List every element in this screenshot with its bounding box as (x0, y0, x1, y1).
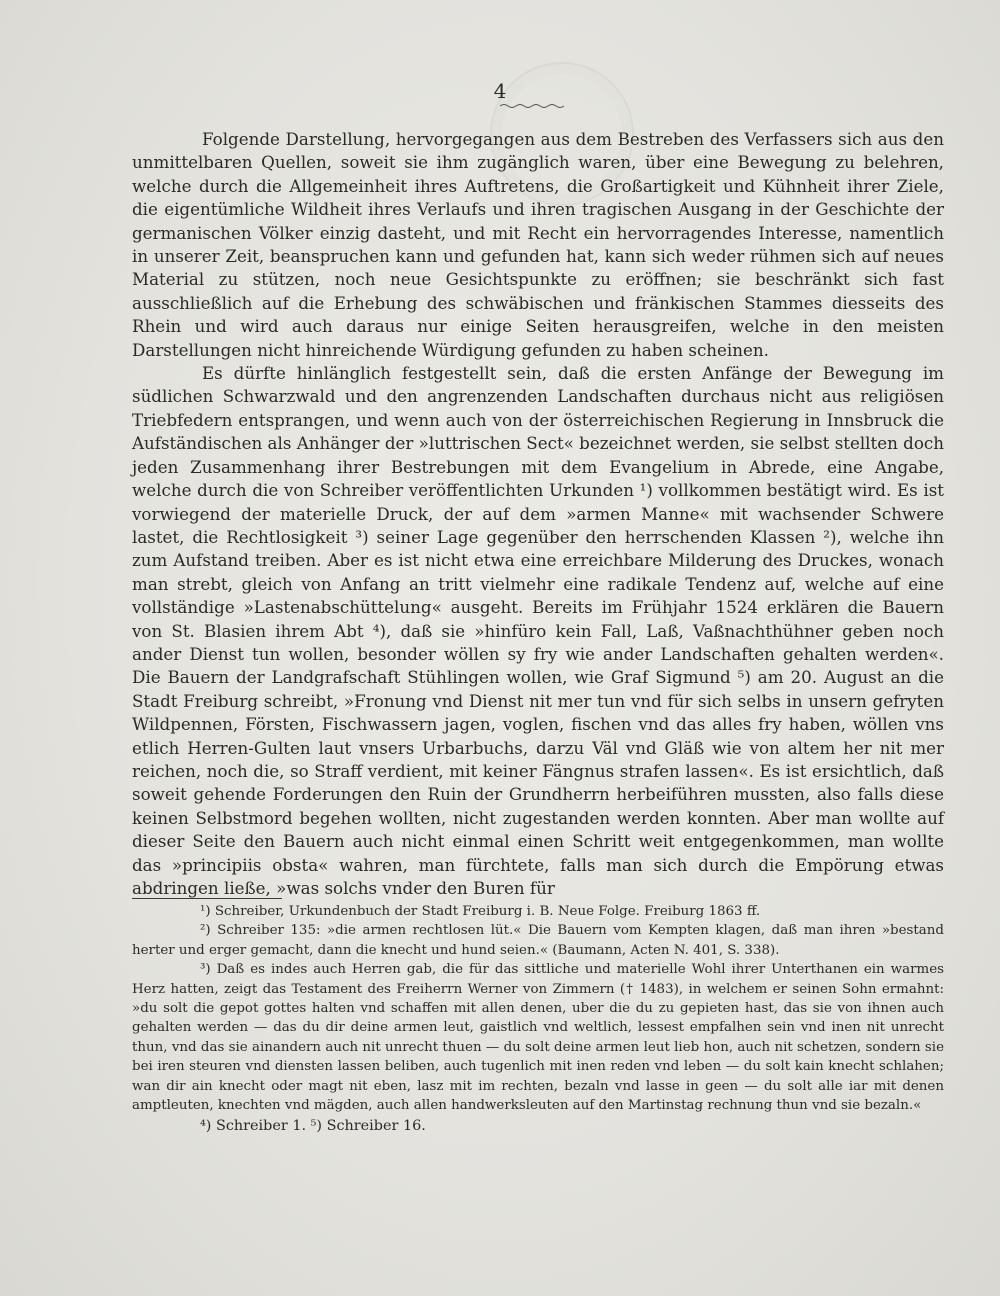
footnote-3: ³) Daß es indes auch Herren gab, die für das sittliche und materielle Wohl ihrer Unterthanen ein warmes Herz hatten, zeigt das Testament des Freiherrn Werner von Zimmern († 1483), in welchem er seinen Sohn ermahnt: »du solt die gepot gottes halten vnd schaffen mit allen denen, uber die du zu gepieten hast, das sie von ihnen auch gehalten werden — das du dir deine armen leut, gaistlich vnd weltlich, lessest empfalhen sein vnd inen nit unrecht thun, vnd das sie ainandern auch nit unrecht thuen — du solt deine armen leut lieb hon, auch nit schetzen, sondern sie bei iren steuren vnd diensten lassen beliben, auch tugenlich mit inen reden vnd leben — du solt kain knecht schlahen; wan dir ain knecht oder magt nit eben, lasz mit im rechten, bezaln vnd lasse in geen — du solt alle iar mit denen amptleuten, knechten vnd mägden, auch allen handwerksleuten auf den Martinstag rechnung thun vnd sie bezaln.« (132, 962, 944, 1114)
footnote-2: ²) Schreiber 135: »die armen rechtlosen lüt.« Die Bauern vom Kempten klagen, daß man ihren »bestand herter und erger gemacht, dann die knecht und hund seien.« (Baumann, Acten N. 401, S. 338). (132, 923, 944, 958)
footnote-separator (132, 898, 282, 899)
main-text (132, 128, 944, 900)
page-number: 4 (493, 79, 507, 103)
paragraph-2: Es dürfte hinlänglich festgestellt sein, daß die ersten Anfänge der Bewegung im südlichen Schwarzwald und den angrenzenden Landschaften durchaus nicht aus religiösen Triebfedern entsprangen, und wenn auch von der österreichischen Regierung in Innsbruck die Aufständischen als Anhänger der »luttrischen Sect« bezeichnet werden, sie selbst stellten doch jeden Zusammenhang ihrer Bestrebungen mit dem Evangelium in Abrede, eine Angabe, welche durch die von Schreiber veröffentlichten Urkunden ¹) vollkommen bestätigt wird. Es ist vorwiegend der materielle Druck, der auf dem »armen Manne« mit wachsender Schwere lastet, die Rechtlosigkeit ³) seiner Lage gegenüber den herrschenden Klassen ²), welche ihn zum Aufstand treiben. Aber es ist nicht etwa eine erreichbare Milderung des Druckes, wonach man strebt, gleich von Anfang an tritt vielmehr eine radikale Tendenz auf, welche auf eine vollständige »Lastenabschüttelung« ausgeht. Bereits im Frühjahr 1524 erklären die Bauern von St. Blasien ihrem Abt ⁴), daß sie »hinfüro kein Fall, Laß, Vaßnachthühner geben noch ander Dienst tun wollen, besonder wöllen sy fry wie ander Landschaften gehalten werden«. Die Bauern der Landgrafschaft Stühlingen wollen, wie Graf Sigmund ⁵) am 20. August an die Stadt Freiburg schreibt, »Fronung vnd Dienst nit mer tun vnd für sich selbs in unsern gefryten Wildpennen, Försten, Fischwassern jagen, voglen, fischen vnd das alles fry haben, wöllen vns etlich Herren-Gulten laut vnsers Urbarbuchs, darzu Väl vnd Gläß wie von altem her nit mer reichen, noch die, so Straff verdient, mit keiner Fängnus strafen lassen«. Es ist ersichtlich, daß soweit gehende Forderungen den Ruin der Grundherrn herbeiführen mussten, also falls diese keinen Selbstmord begehen wollten, nicht zugestanden werden konnten. Aber man wollte auf dieser Seite den Bauern auch nicht einmal einen Schritt weit entgegenkommen, man wollte das »principiis obsta« wahren, man fürchtete, falls man sich durch die Empörung etwas abdringen ließe, »was solchs vnder den Buren für (132, 363, 944, 898)
page-number-ornament (500, 103, 566, 109)
footnote-1: ¹) Schreiber, Urkundenbuch der Stadt Freiburg i. B. Neue Folge. Freiburg 1863 ff. (200, 904, 761, 919)
footnotes (132, 902, 944, 1137)
footnote-4-5: ⁴) Schreiber 1. ⁵) Schreiber 16. (200, 1118, 426, 1135)
paragraph-1: Folgende Darstellung, hervorgegangen aus dem Bestreben des Verfassers sich aus den unmittelbaren Quellen, soweit sie ihm zugänglich waren, über eine Bewegung zu belehren, welche durch die Allgemeinheit ihres Auftretens, die Großartigkeit und Kühnheit ihrer Ziele, die eigentümliche Wildheit ihres Verlaufs und ihren tragischen Ausgang in der Geschichte der germanischen Völker einzig dasteht, und mit Recht ein hervorragendes Interesse, namentlich in unserer Zeit, beanspruchen kann und gefunden hat, kann sich weder rühmen sich auf neues Material zu stützen, noch neue Gesichtspunkte zu eröffnen; sie beschränkt sich fast ausschließlich auf die Erhebung des schwäbischen und fränkischen Stammes diesseits des Rhein und wird auch daraus nur einige Seiten herausgreifen, welche in den meisten Darstellungen nicht hinreichende Würdigung gefunden zu haben scheinen. (132, 129, 944, 360)
